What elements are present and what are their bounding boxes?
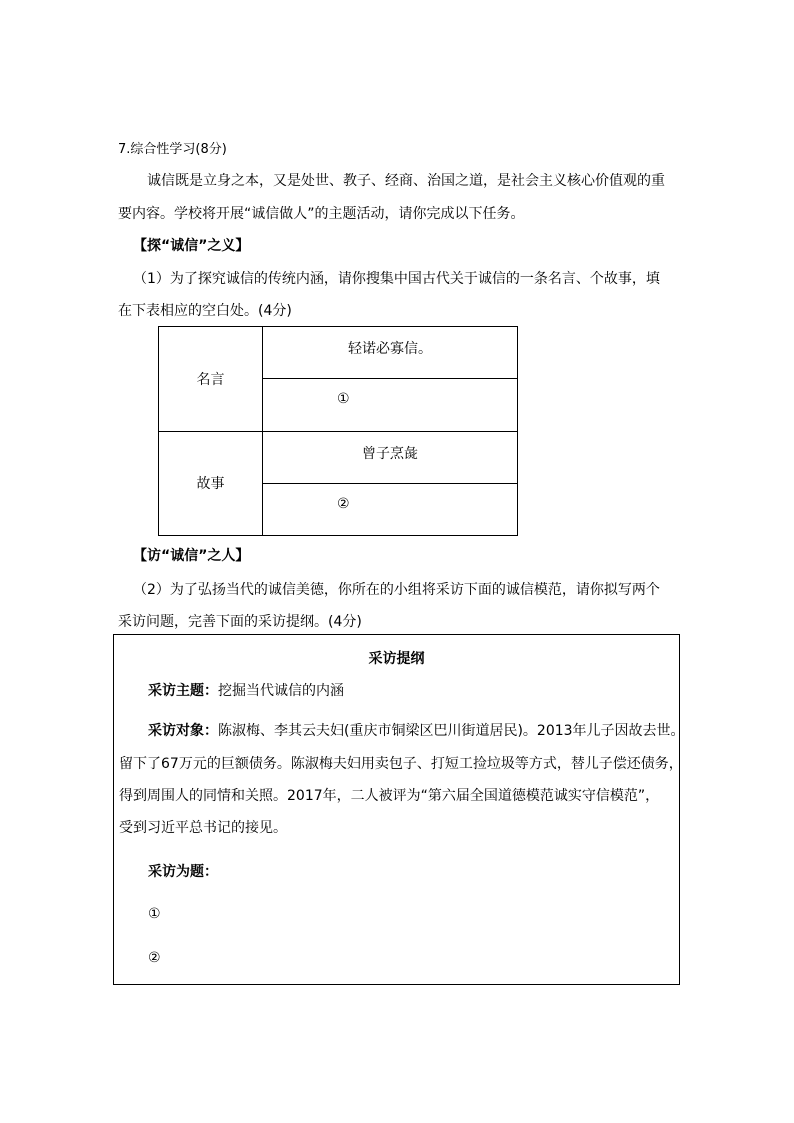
intro-line-2: 要内容。学校将开展“诚信做人”的主题活动，请你完成以下任务。 [118, 206, 525, 222]
intro-line-1: 诚信既是立身之本，又是处世、教子、经商、治国之道，是社会主义核心价值观的重 [147, 173, 665, 189]
interview-outline-box [113, 634, 685, 985]
story-given-text: 曾子烹彘 [362, 445, 418, 462]
quote-row-label: 名言 [159, 327, 263, 432]
outline-subject-line-2: 留下了67万元的巨额债务。陈淑梅夫妇用卖包子、打短工捡垃圾等方式，替儿子偿还债务， [119, 756, 683, 772]
question-title: 7.综合性学习(8分) [118, 142, 227, 157]
section1-task-line-1: （1）为了探究诚信的传统内涵，请你搜集中国古代关于诚信的一条名言、个故事，填 [133, 271, 660, 287]
outline-subject-line-3: 得到周围人的同情和关照。2017年，二人被评为“第六届全国道德模范诚实守信模范”， [119, 788, 660, 804]
section1-heading: 【探“诚信”之义】 [133, 238, 250, 254]
section1-task-line-2: 在下表相应的空白处。(4分) [118, 303, 292, 319]
story-given-cell [263, 431, 518, 483]
section2-task-line-2: 采访问题，完善下面的采访提纲。(4分) [118, 614, 362, 630]
section2-heading: 【访“诚信”之人】 [133, 548, 250, 564]
subject-text-1: 陈淑梅、李其云夫妇(重庆市铜梁区巴川街道居民)。2013年儿子因故去世。 [218, 723, 685, 739]
outline-subject-line-1 [148, 720, 685, 740]
question-1-marker[interactable]: ① [148, 906, 161, 922]
question-2-marker[interactable]: ② [148, 950, 161, 966]
outline-theme [148, 680, 344, 700]
outline-title: 采访提纲 [368, 651, 425, 667]
quote-given-text: 轻诺必寡信。 [348, 341, 432, 357]
story-row-label: 故事 [159, 431, 263, 536]
subject-label: 采访对象： [148, 723, 218, 739]
story-blank-cell[interactable] [263, 483, 518, 535]
outline-subject-line-4: 受到习近平总书记的接见。 [119, 820, 287, 836]
quote-blank-cell[interactable] [263, 379, 518, 431]
questions-label: 采访为题： [148, 864, 218, 880]
quote-given-cell [263, 327, 518, 379]
section2-task-line-1: （2）为了弘扬当代的诚信美德，你所在的小组将采访下面的诚信模范，请你拟写两个 [133, 582, 660, 598]
quote-blank-marker: ① [337, 391, 350, 408]
quotes-stories-table [158, 326, 518, 536]
story-blank-marker: ② [337, 495, 350, 512]
theme-label: 采访主题： [148, 683, 218, 699]
theme-value: 挖掘当代诚信的内涵 [218, 683, 344, 699]
